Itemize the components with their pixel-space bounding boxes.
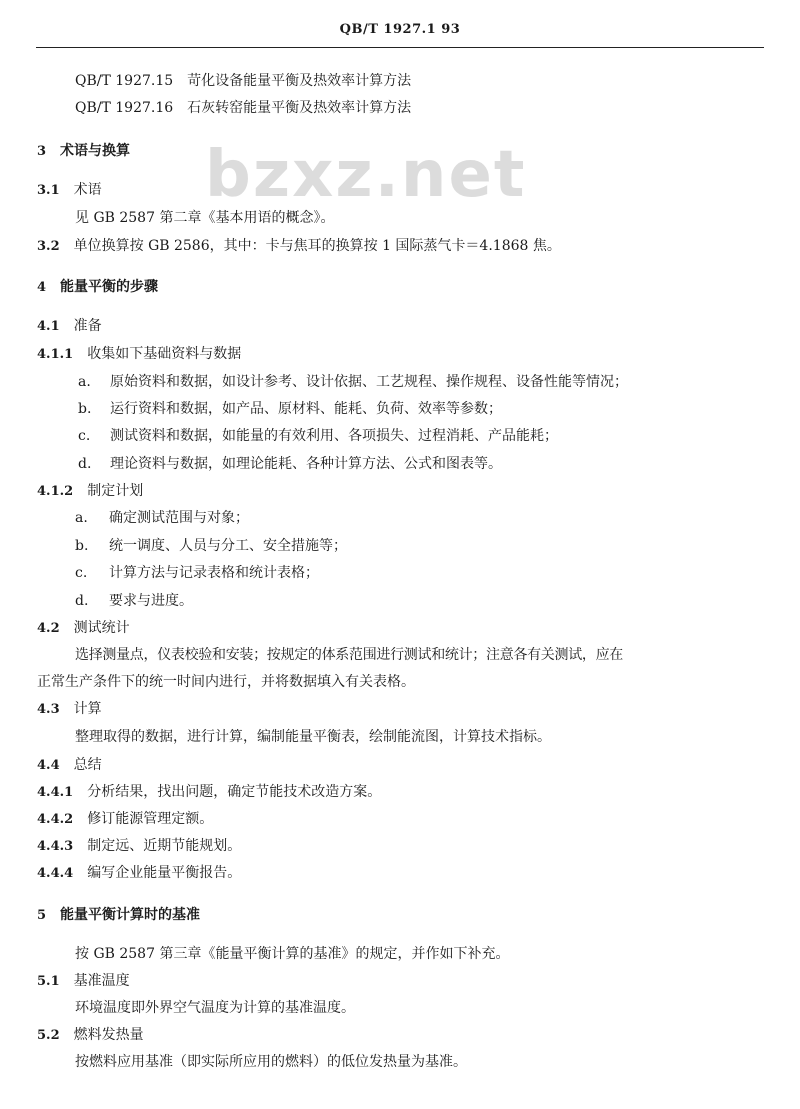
subsection-heading: 4.1 准备 — [37, 318, 102, 334]
list-item: c. 测试资料和数据，如能量的有效利用、各项损失、过程消耗、产品能耗； — [78, 428, 558, 444]
subsection-heading: 3.1 术语 — [37, 182, 102, 198]
subsection-heading: 5.1 基准温度 — [37, 973, 130, 989]
section-heading: 5 能量平衡计算时的基准 — [37, 907, 201, 923]
subsection-heading: 4.4 总结 — [37, 757, 102, 773]
paragraph-continuation: 正常生产条件下的统一时间内进行，并将数据填入有关表格。 — [37, 674, 415, 690]
paragraph: 环境温度即外界空气温度为计算的基准温度。 — [75, 1000, 355, 1016]
paragraph: 整理取得的数据，进行计算，编制能量平衡表，绘制能流图，计算技术指标。 — [75, 729, 551, 745]
clause-item: 4.4.1 分析结果，找出问题，确定节能技术改造方案。 — [37, 784, 382, 800]
page-header: QB/T 1927.1 93 — [339, 22, 461, 37]
subsection-heading: 5.2 燃料发热量 — [37, 1027, 144, 1043]
subsection-heading: 4.2 测试统计 — [37, 620, 130, 636]
reference-item: QB/T 1927.15 苛化设备能量平衡及热效率计算方法 — [75, 73, 412, 89]
list-item: a. 原始资料和数据，如设计参考、设计依据、工艺规程、操作规程、设备性能等情况； — [78, 374, 628, 390]
clause-item: 4.4.2 修订能源管理定额。 — [37, 811, 214, 827]
paragraph: 按燃料应用基准（即实际所应用的燃料）的低位发热量为基准。 — [75, 1054, 467, 1070]
list-item: d. 要求与进度。 — [75, 593, 193, 609]
watermark: bzxz.net — [205, 138, 527, 212]
list-item: b. 统一调度、人员与分工、安全措施等； — [75, 538, 347, 554]
clause-heading: 4.1.1 收集如下基础资料与数据 — [37, 346, 242, 362]
list-item: c. 计算方法与记录表格和统计表格； — [75, 565, 319, 581]
reference-item: QB/T 1927.16 石灰转窑能量平衡及热效率计算方法 — [75, 100, 412, 116]
subsection-heading: 4.3 计算 — [37, 701, 102, 717]
header-rule — [36, 47, 764, 48]
list-item: a. 确定测试范围与对象； — [75, 510, 249, 526]
section-heading: 4 能量平衡的步骤 — [37, 279, 159, 295]
clause-item: 4.4.3 制定远、近期节能规划。 — [37, 838, 242, 854]
paragraph: 选择测量点，仪表校验和安装；按规定的体系范围进行测试和统计；注意各有关测试，应在 — [75, 647, 623, 663]
list-item: b. 运行资料和数据，如产品、原材料、能耗、负荷、效率等参数； — [78, 401, 502, 417]
paragraph: 3.2 单位换算按 GB 2586，其中：卡与焦耳的换算按 1 国际蒸气卡＝4.1868 焦。 — [37, 238, 561, 254]
paragraph: 见 GB 2587 第二章《基本用语的概念》。 — [75, 210, 335, 226]
paragraph: 按 GB 2587 第三章《能量平衡计算的基准》的规定，并作如下补充。 — [75, 946, 510, 962]
clause-heading: 4.1.2 制定计划 — [37, 483, 144, 499]
list-item: d. 理论资料与数据，如理论能耗、各种计算方法、公式和图表等。 — [78, 456, 502, 472]
section-heading: 3 术语与换算 — [37, 143, 131, 159]
clause-item: 4.4.4 编写企业能量平衡报告。 — [37, 865, 242, 881]
